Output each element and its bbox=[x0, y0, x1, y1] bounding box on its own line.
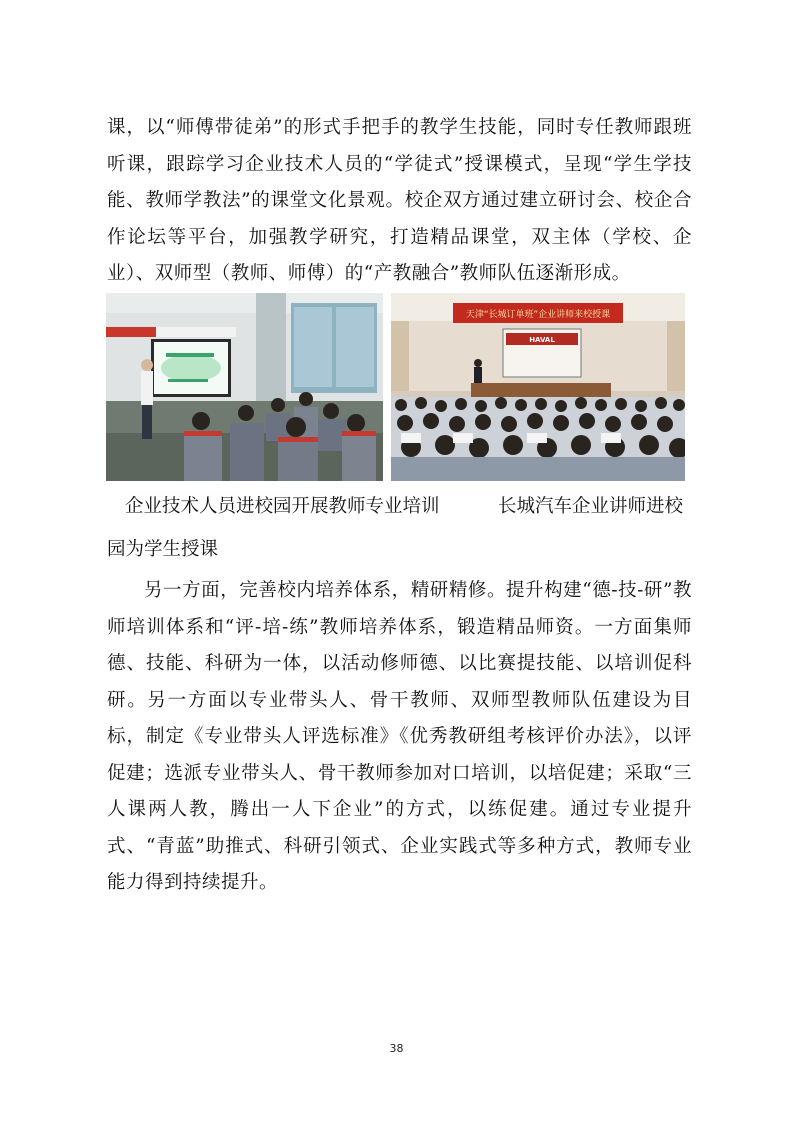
caption-student-lecture-continued: 园为学生授课 bbox=[107, 539, 219, 560]
caption-student-lecture: 长城汽车企业讲师进校 bbox=[498, 496, 684, 517]
photo-student-lecture bbox=[391, 293, 685, 481]
photo-student-lecture-image bbox=[391, 293, 685, 481]
caption-teacher-training: 企业技术人员进校园开展教师专业培训 bbox=[125, 496, 440, 517]
page-number: 38 bbox=[389, 1042, 404, 1055]
photo-teacher-training bbox=[106, 293, 383, 481]
screen-text: HAVAL bbox=[529, 336, 555, 344]
body-paragraph-intro: 课，以“师傅带徒弟”的形式手把手的教学生技能，同时专任教师跟班听课，跟踪学习企业技术人员的“学徒式”授课模式，呈现“学生学技能、教师学教法”的课堂文化景观。校企双方通过建立研讨会、校企合作论坛等平台，加强教学研究，打造精品课堂，双主体（学校、企业）、双师型（教师、师傅）的“产教融合”教师队伍逐渐形成。 bbox=[107, 117, 692, 284]
body-paragraph-school-training: 另一方面，完善校内培养体系，精研精修。提升构建“德-技-研”教师培训体系和“评-培-练”教师培养体系，锻造精品师资。一方面集师德、技能、科研为一体，以活动修师德、以比赛提技能、以培训促科研。另一方面以专业带头人、骨干教师、双师型教师队伍建设为目标，制定《专业带头人评选标准》《优秀教研组考核评价办法》，以评促建；选派专业带头人、骨干教师参加对口培训，以培促建；采取“三人课两人教，腾出一人下企业”的方式，以练促建。通过专业提升式、“青蓝”助推式、科研引领式、企业实践式等多种方式，教师专业能力得到持续提升。 bbox=[107, 580, 692, 893]
photo-teacher-training-image bbox=[106, 293, 383, 481]
banner-text: 天津“长城订单班”企业讲师来校授课 bbox=[465, 310, 611, 320]
